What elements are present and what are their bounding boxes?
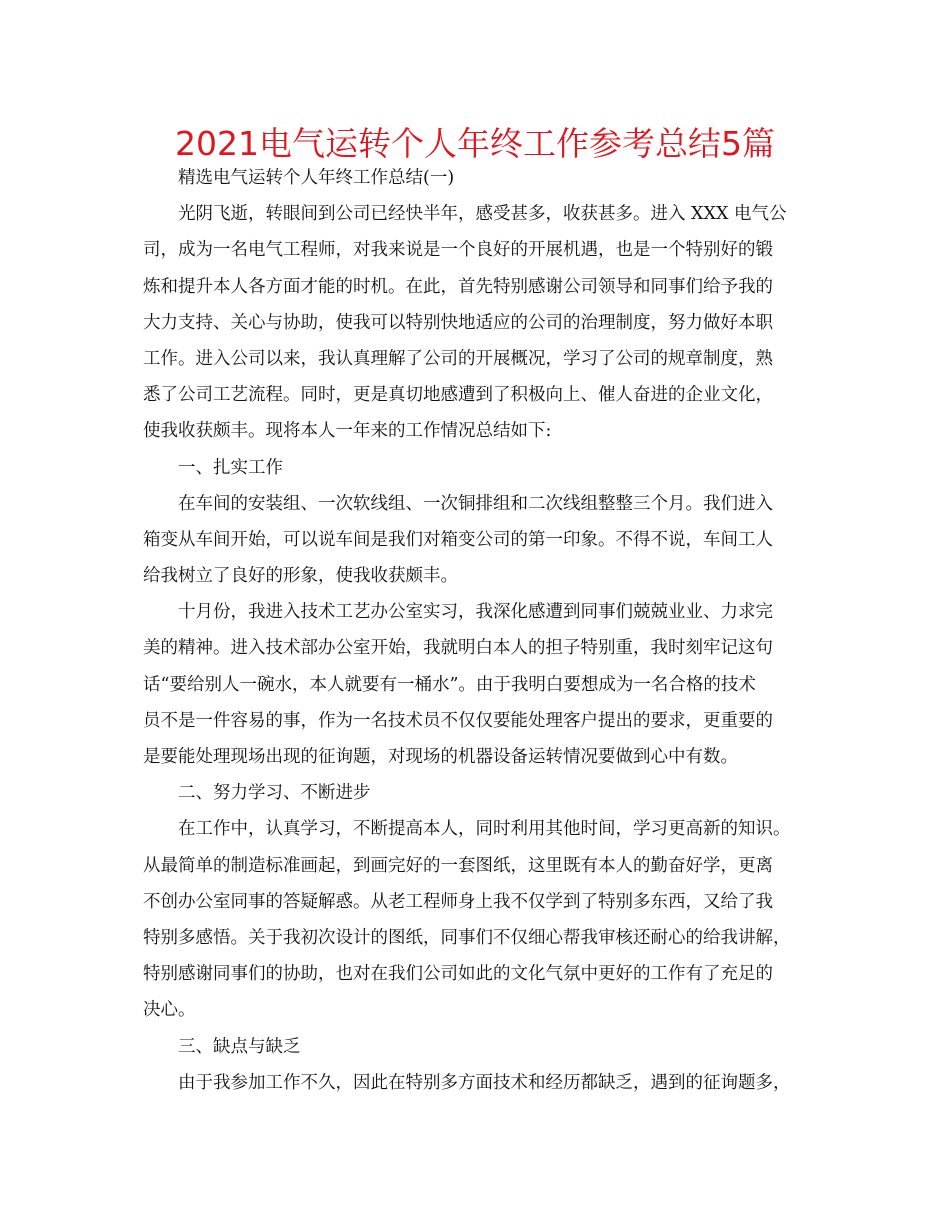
body-line: 是要能处理现场出现的征询题，对现场的机器设备运转情况要做到心中有数。 [143,747,738,767]
body-line: 工作。进入公司以来，我认真理解了公司的开展概况，学习了公司的规章制度，熟 [143,348,773,369]
body-line: 精选电气运转个人年终工作总结(一) [178,168,455,188]
body-line: 二、努力学习、不断进步 [178,783,371,804]
body-line: 在车间的安装组、一次软线组、一次铜排组和二次线组整整三个月。我们进入 [178,493,773,514]
body-line: 由于我参加工作不久，因此在特别多方面技术和经历都缺乏，遇到的征询题多， [178,1072,791,1093]
body-line: 员不是一件容易的事，作为一名技术员不仅仅要能处理客户提出的要求，更重要的 [143,710,773,731]
body-line: 光阴飞逝，转眼间到公司已经快半年，感受甚多，收获甚多。进入 XXX 电气公 [178,204,787,225]
body-line: 悉了公司工艺流程。同时，更是真切地感遭到了积极向上、催人奋进的企业文化， [143,385,773,406]
body-line: 决心。 [143,1000,196,1021]
body-line: 特别多感悟。关于我初次设计的图纸，同事们不仅细心帮我审核还耐心的给我讲解， [143,927,791,948]
body-line: 三、缺点与缺乏 [178,1036,301,1057]
body-line: 大力支持、关心与协助，使我可以特别快地适应的公司的治理制度，努力做好本职 [143,312,773,333]
body-line: 司，成为一名电气工程师，对我来说是一个良好的开展机遇，也是一个特别好的锻 [143,240,773,261]
document-body [143,160,826,1101]
body-line: 从最简单的制造标准画起，到画完好的一套图纸，这里既有本人的勤奋好学，更离 [143,855,773,876]
body-line: 使我收获颇丰。现将本人一年来的工作情况总结如下: [143,421,552,442]
document-title: 2021电气运转个人年终工作参考总结5篇 [175,124,775,163]
body-line: 特别感谢同事们的协助，也对在我们公司如此的文化气氛中更好的工作有了充足的 [143,964,773,985]
body-line: 在工作中，认真学习，不断提高本人，同时利用其他时间，学习更高新的知识。 [178,819,791,840]
body-line: 给我树立了良好的形象，使我收获颇丰。 [143,566,458,587]
body-line: 不创办公室同事的答疑解惑。从老工程师身上我不仅学到了特别多东西，又给了我 [143,891,773,912]
body-line: 美的精神。进入技术部办公室开始，我就明白本人的担子特别重，我时刻牢记这句 [143,638,773,659]
body-line: 话“要给别人一碗水，本人就要有一桶水”。由于我明白要想成为一名合格的技术 [143,674,756,695]
body-line: 箱变从车间开始，可以说车间是我们对箱变公司的第一印象。不得不说，车间工人 [143,529,773,550]
body-line: 十月份，我进入技术工艺办公室实习，我深化感遭到同事们兢兢业业、力求完 [178,602,773,623]
body-line: 炼和提升本人各方面才能的时机。在此，首先特别感谢公司领导和同事们给予我的 [143,276,773,297]
body-line: 一、扎实工作 [178,457,283,478]
